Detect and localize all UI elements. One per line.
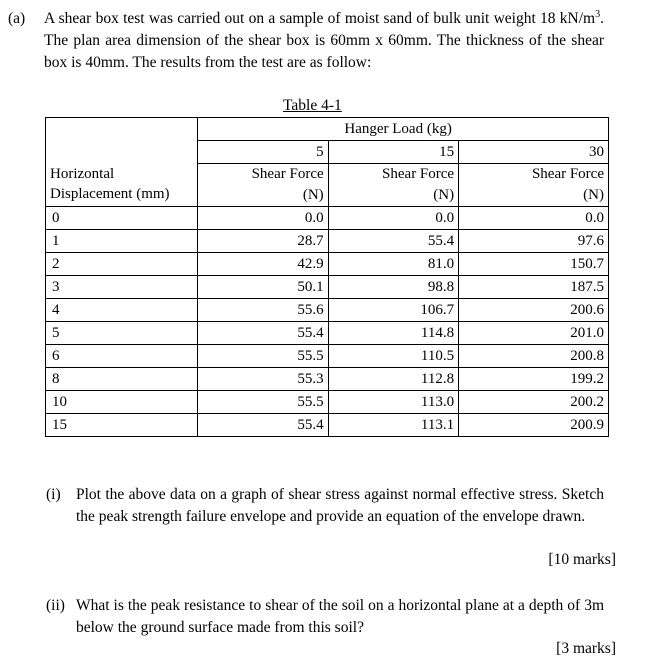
shear-force-cell: 55.6 (198, 299, 328, 322)
table-group-header-row (46, 118, 609, 141)
table-row (46, 391, 609, 414)
shear-force-cell: 201.0 (459, 322, 609, 345)
table-row (46, 414, 609, 437)
shear-force-cell: 97.6 (459, 230, 609, 253)
shear-force-cell: 112.8 (328, 368, 458, 391)
question-label: (a) (8, 10, 26, 27)
shear-force-cell: 113.1 (328, 414, 458, 437)
shear-force-cell: 200.2 (459, 391, 609, 414)
shear-force-cell: 110.5 (328, 345, 458, 368)
column-label-line1: Shear Force (251, 166, 324, 182)
shear-force-cell: 0.0 (459, 207, 609, 230)
shear-force-cell: 114.8 (328, 322, 458, 345)
sub-question-label: (ii) (46, 597, 65, 614)
shear-force-cell: 150.7 (459, 253, 609, 276)
shear-force-cell: 200.6 (459, 299, 609, 322)
load-cell: 15 (328, 141, 458, 164)
displacement-cell: 10 (46, 391, 198, 414)
intro-text-part2: . The plan area dimension of the shear box is 60mm x 60mm. The thickness of the shear box is 40mm. The results from the test are as follow: (44, 10, 604, 71)
displacement-cell: 8 (46, 368, 198, 391)
sub-question-ii (46, 595, 606, 639)
group-header-text: Hanger Load (kg) (344, 121, 452, 137)
table-row (46, 253, 609, 276)
shear-force-cell: 55.5 (198, 345, 328, 368)
row-header-cell (46, 118, 198, 207)
shear-force-cell: 200.9 (459, 414, 609, 437)
displacement-cell: 6 (46, 345, 198, 368)
table-row (46, 230, 609, 253)
row-header-line2: Displacement (mm) (50, 186, 170, 202)
sub-question-text: What is the peak resistance to shear of the soil on a horizontal plane at a depth of 3m below the ground surface made from this soil? (76, 597, 604, 636)
table-row (46, 207, 609, 230)
table-caption: Table 4-1 (283, 97, 342, 114)
column-label-cell (198, 164, 328, 207)
shear-force-cell: 50.1 (198, 276, 328, 299)
shear-force-cell: 113.0 (328, 391, 458, 414)
intro-superscript: 3 (595, 8, 601, 20)
displacement-cell: 3 (46, 276, 198, 299)
shear-force-cell: 0.0 (198, 207, 328, 230)
table-row (46, 345, 609, 368)
shear-test-table (45, 117, 609, 437)
table-row (46, 368, 609, 391)
question-intro (44, 8, 604, 74)
sub-question-text: Plot the above data on a graph of shear stress against normal effective stress. Sketch the peak strength failure envelope and provide an equation of the envelope drawn. (76, 486, 604, 525)
shear-force-cell: 55.3 (198, 368, 328, 391)
shear-force-cell: 200.8 (459, 345, 609, 368)
intro-text-part1: A shear box test was carried out on a sample of moist sand of bulk unit weight 18 kN/m (44, 10, 596, 27)
column-label-line1: Shear Force (382, 166, 455, 182)
row-header-line1: Horizontal (50, 166, 115, 182)
column-label-line2: (N) (583, 187, 604, 203)
shear-force-cell: 55.4 (198, 414, 328, 437)
column-label-cell (459, 164, 609, 207)
shear-force-cell: 55.5 (198, 391, 328, 414)
shear-force-cell: 81.0 (328, 253, 458, 276)
marks-label: [3 marks] (556, 640, 616, 657)
load-cell: 30 (459, 141, 609, 164)
table-row (46, 322, 609, 345)
shear-force-cell: 187.5 (459, 276, 609, 299)
sub-question-i (46, 484, 606, 550)
shear-force-cell: 0.0 (328, 207, 458, 230)
displacement-cell: 0 (46, 207, 198, 230)
sub-question-label: (i) (46, 486, 61, 503)
displacement-cell: 15 (46, 414, 198, 437)
displacement-cell: 1 (46, 230, 198, 253)
shear-force-cell: 98.8 (328, 276, 458, 299)
marks-label: [10 marks] (548, 551, 616, 568)
column-label-line2: (N) (433, 187, 455, 203)
shear-force-cell: 55.4 (328, 230, 458, 253)
column-label-line1: Shear Force (531, 166, 604, 182)
shear-force-cell: 106.7 (328, 299, 458, 322)
shear-force-cell: 42.9 (198, 253, 328, 276)
shear-force-cell: 55.4 (198, 322, 328, 345)
column-label-line2: (N) (302, 187, 324, 203)
group-header-cell (198, 118, 609, 141)
table-row (46, 276, 609, 299)
displacement-cell: 5 (46, 322, 198, 345)
displacement-cell: 2 (46, 253, 198, 276)
shear-force-cell: 199.2 (459, 368, 609, 391)
displacement-cell: 4 (46, 299, 198, 322)
table-row (46, 299, 609, 322)
load-cell: 5 (198, 141, 328, 164)
shear-force-cell: 28.7 (198, 230, 328, 253)
column-label-cell (328, 164, 458, 207)
